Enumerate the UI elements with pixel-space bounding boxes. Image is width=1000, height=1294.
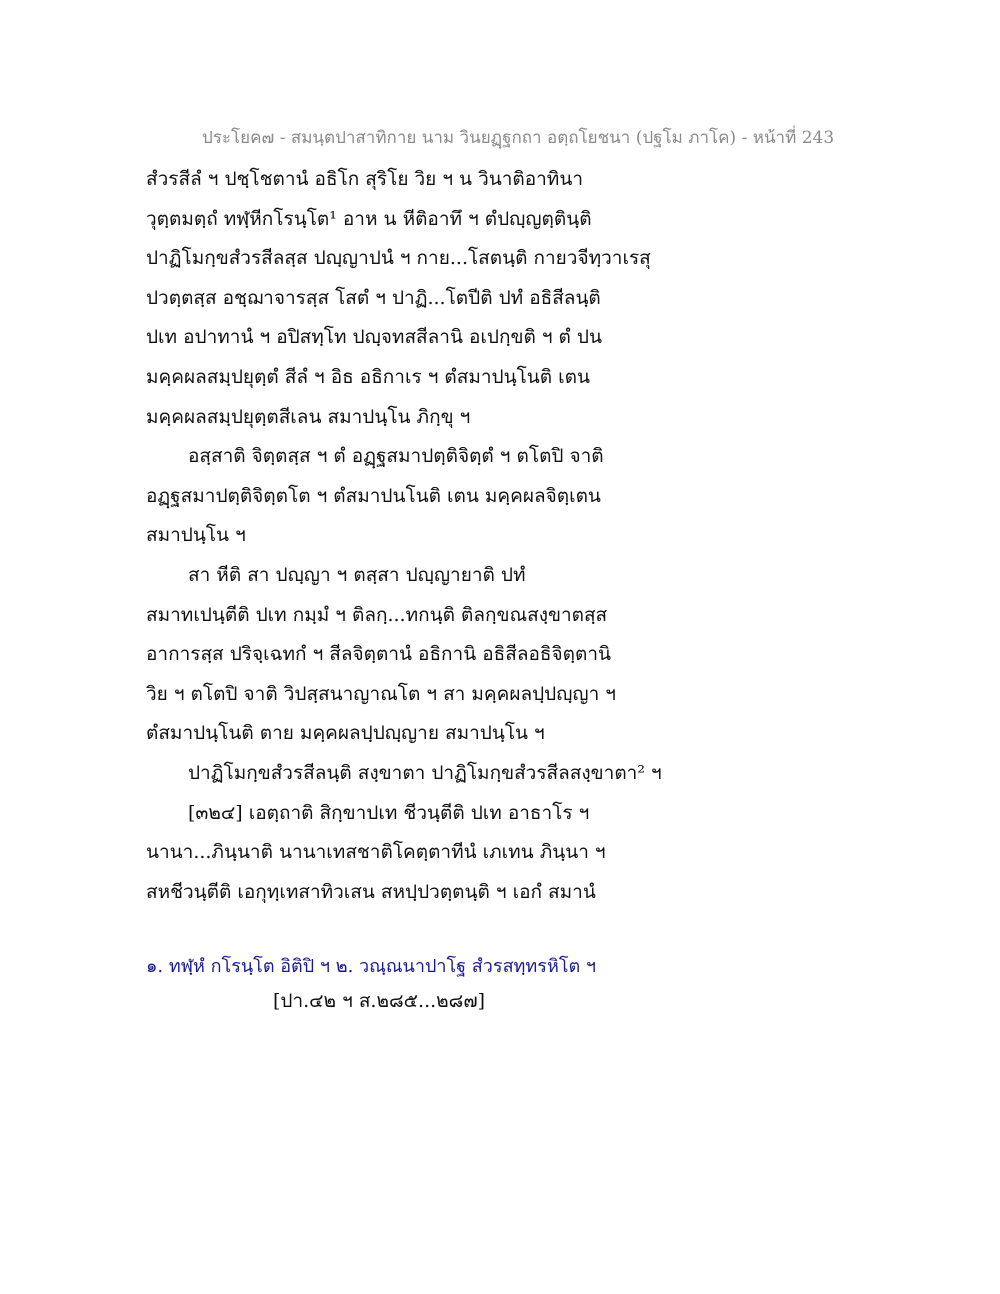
text-line: มคฺคผลสมฺปยุตฺตสีเลน สมาปนฺโน ภิกฺขุ ฯ	[146, 405, 471, 428]
running-header: ประโยค๗ - สมนฺตปาสาทิกาย นาม วินยฏฺฐกถา อตฺถโยชนา (ปฐโม ภาโค) - หน้าที่ 243	[202, 128, 835, 148]
text-line: วุตฺตมตฺถํ ทฬฺหีกโรนฺโต¹ อาห น หีติอาทึ ฯ ตํปญฺญตฺตินฺติ	[146, 207, 592, 230]
text-line: ตํสมาปนฺโนติ ตาย มคฺคผลปฺปญฺญาย สมาปนฺโน ฯ	[146, 722, 545, 745]
paragraph-start-line: สา หีติ สา ปญฺญา ฯ ตสฺสา ปญฺญายาติ ปทํ	[188, 563, 526, 586]
text-line: สมาทเปนฺตีติ ปเท กมฺมํ ฯ ติลกฺ...ทกนฺติ ติลกฺขณสงฺขาตสฺส	[146, 603, 608, 626]
body-text	[146, 160, 686, 912]
text-line: ปวตฺตสฺส อชฺฌาจารสฺส โสตํ ฯ ปาฏิ...โตปีติ ปทํ อธิสีลนฺติ	[146, 286, 601, 309]
text-line: วิย ฯ ตโตปิ จาติ วิปสฺสนาญาณโต ฯ สา มคฺคผลปฺปญฺญา ฯ	[146, 682, 616, 705]
paragraph-start-line: ปาฏิโมกฺขสํวรสีลนฺติ สงฺขาตา ปาฏิโมกฺขสํวรสีลสงฺขาตา² ฯ	[188, 761, 662, 784]
text-line: อาการสฺส ปริจฺเฉทกํ ฯ สีลจิตฺตานํ อธิกานิ อธิสีลอธิจิตฺตานิ	[146, 643, 611, 666]
text-line: สหชีวนฺตีติ เอกุทฺเทสาทิวเสน สหปฺปวตฺตนฺติ ฯ เอกํ สมานํ	[146, 880, 596, 903]
text-line: สํวรสีลํ ฯ ปชฺโชตานํ อธิโก สุริโย วิย ฯ น วินาติอาทินา	[146, 168, 583, 190]
text-line: มคฺคผลสมฺปยุตฺตํ สีลํ ฯ อิธ อธิกาเร ฯ ตํสมาปนฺโนติ เตน	[146, 365, 590, 388]
text-line: นานา...ภินฺนาติ นานาเทสชาติโคตฺตาทีนํ เภเทน ภินฺนา ฯ	[146, 841, 606, 864]
page-reference: [ปา.๔๒ ฯ ส.๒๘๕...๒๘๗]	[273, 990, 486, 1012]
text-line: สมาปนฺโน ฯ	[146, 524, 246, 547]
text-line: ปเท อปาทานํ ฯ อปิสทฺโท ปญฺจทสสีลานิ อเปกฺขติ ฯ ตํ ปน	[146, 326, 602, 349]
text-line: อฏฺฐสมาปตฺติจิตฺตโต ฯ ตํสมาปนโนติ เตน มคฺคผลจิตฺเตน	[146, 484, 601, 507]
text-line: ปาฏิโมกฺขสํวรสีลสฺส ปญฺญาปนํ ฯ กาย...โสตนฺติ กายวจีทฺวาเรสุ	[146, 247, 651, 270]
section-start-line: [๓๒๔] เอตฺถาติ สิกฺขาปเท ชีวนฺตีติ ปเท อาธาโร ฯ	[188, 801, 590, 824]
footnote-text: ๑. ทฬฺหํ กโรนฺโต อิติปิ ฯ ๒. วณฺณนาปาโฐ สํวรสทฺทรหิโต ฯ	[146, 956, 596, 977]
footnotes	[146, 952, 746, 982]
paragraph-start-line: อสฺสาติ จิตฺตสฺส ฯ ตํ อฏฺฐสมาปตฺติจิตฺตํ ฯ ตโตปิ จาติ	[188, 445, 604, 468]
